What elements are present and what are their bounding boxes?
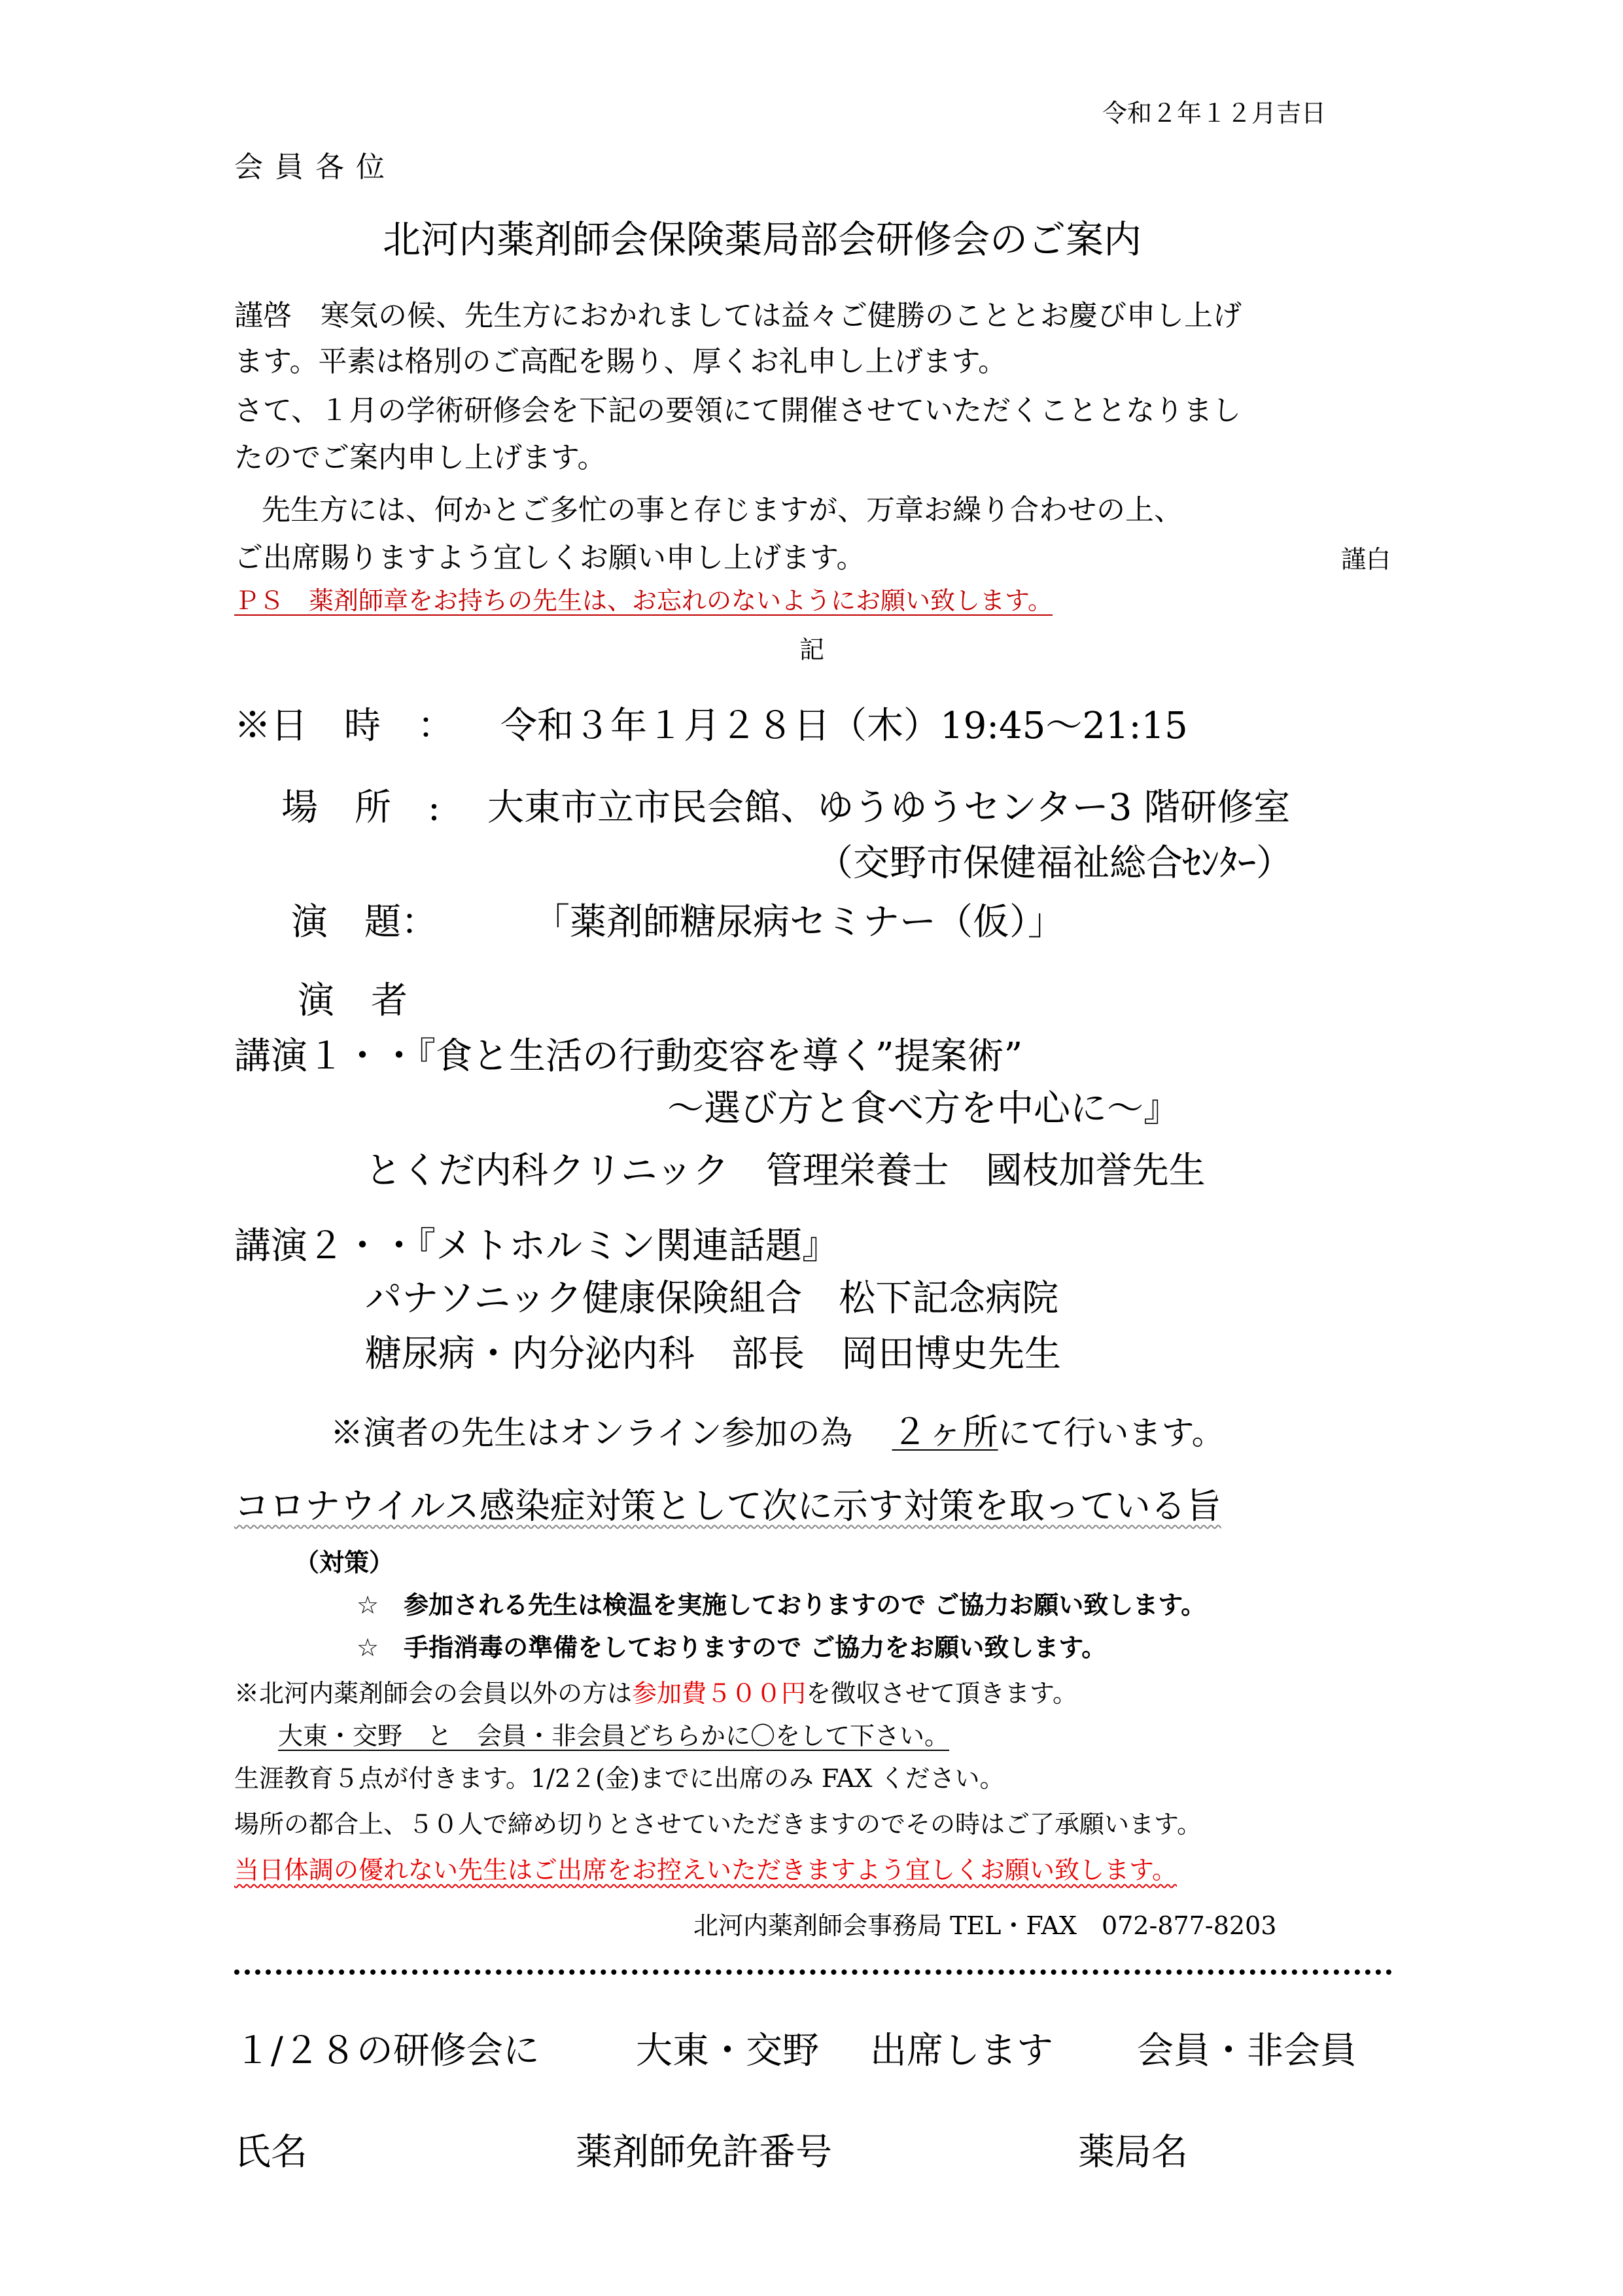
online-note-emphasis: ２ヶ所 — [892, 1411, 998, 1453]
fee-note-prefix: ※北河内薬剤師会の会員以外の方は — [234, 1679, 633, 1708]
form-license-label: 薬剤師免許番号 — [576, 2131, 832, 2174]
page-title: 北河内薬剤師会保険薬局部会研修会のご案内 — [383, 217, 1142, 262]
date-label: ※日 時 ： — [234, 705, 454, 747]
online-note-suffix: にて行います。 — [998, 1414, 1225, 1452]
date-value: 令和３年１月２８日（木）19:45～21:15 — [500, 705, 1188, 747]
ki-marker: 記 — [799, 635, 825, 664]
greeting-line-5: 先生方には、何かとご多忙の事と存じますが、万章お繰り合わせの上、 — [262, 493, 1183, 527]
limit-note: 場所の都合上、５０人で締め切りとさせていただきますのでその時はご了承願います。 — [234, 1810, 1202, 1839]
contact-info: 北河内薬剤師会事務局 TEL・FAX 072-877-8203 — [693, 1911, 1277, 1940]
topic-label: 演 題： — [291, 901, 438, 944]
lecture1-subtitle: ～選び方と食べ方を中心に～』 — [667, 1087, 1180, 1130]
corona-item-2: ☆ 手指消毒の準備をしておりますので ご協力をお願い致します。 — [357, 1633, 1107, 1662]
fee-note — [234, 1678, 1077, 1710]
lecture1-speaker: とくだ内科クリニック 管理栄養士 國枝加誉先生 — [365, 1150, 1206, 1192]
closing-word: 謹白 — [1341, 545, 1391, 574]
form-pharmacy-label: 薬局名 — [1078, 2131, 1188, 2174]
lecture1-title: 講演１・・『食と生活の行動変容を導く”提案術” — [234, 1035, 1023, 1078]
addressee: 会員各位 — [234, 150, 396, 184]
place-sub: （交野市保健福祉総合ｾﾝﾀｰ） — [816, 842, 1293, 885]
topic-value: 「薬剤師糖尿病セミナー（仮）」 — [533, 901, 1064, 944]
form-area-options: 大東・交野 — [636, 2030, 819, 2072]
corona-heading: コロナウイルス感染症対策として次に示す対策を取っている旨 — [234, 1485, 1221, 1527]
greeting-line-4: たのでご案内申し上げます。 — [234, 441, 606, 474]
issue-date: 令和２年１２月吉日 — [1102, 99, 1327, 128]
online-note — [330, 1410, 1225, 1455]
form-attend-prefix: １/２８の研修会に — [234, 2030, 540, 2072]
place-value: 大東市立市民会館、ゆうゆうセンター3 階研修室 — [487, 786, 1291, 829]
speakers-label: 演 者 — [298, 980, 408, 1022]
form-name-label: 氏名 — [234, 2131, 307, 2174]
greeting-line-6: ご出席賜りますよう宜しくお願い申し上げます。 — [234, 541, 865, 574]
lecture2-speaker-name: 糖尿病・内分泌内科 部長 岡田博史先生 — [365, 1333, 1061, 1375]
fee-note-emphasis: 参加費５００円 — [632, 1679, 807, 1708]
lecture2-title: 講演２・・『メトホルミン関連話題』 — [234, 1225, 839, 1267]
online-note-prefix: ※演者の先生はオンライン参加の為 — [330, 1414, 853, 1452]
lecture2-speaker-org: パナソニック健康保険組合 松下記念病院 — [365, 1277, 1059, 1320]
cut-line — [234, 1969, 1392, 1975]
form-member-options: 会員・非会員 — [1137, 2030, 1357, 2072]
corona-label: （対策） — [294, 1548, 394, 1577]
form-attend: 出席します — [870, 2030, 1053, 2072]
corona-item-1: ☆ 参加される先生は検温を実施しておりますので ご協力お願い致します。 — [357, 1591, 1206, 1619]
greeting-line-2: ます。平素は格別のご高配を賜り、厚くお礼申し上げます。 — [234, 345, 1007, 378]
greeting-line-3: さて、１月の学術研修会を下記の要領にて開催させていただくこととなりまし — [234, 394, 1242, 427]
greeting-line-1: 謹啓 寒気の候、先生方におかれましては益々ご健勝のこととお慶び申し上げ — [234, 299, 1242, 332]
circle-instruction: 大東・交野 と 会員・非会員どちらかに〇をして下さい。 — [278, 1722, 950, 1750]
credit-note: 生涯教育５点が付きます。1/2２(金)までに出席のみ FAX ください。 — [234, 1764, 1005, 1793]
health-note: 当日体調の優れない先生はご出席をお控えいただきますよう宜しくお願い致します。 — [234, 1856, 1177, 1884]
place-label: 場 所 : — [281, 786, 440, 829]
ps-note: ＰＳ 薬剤師章をお持ちの先生は、お忘れのないようにお願い致します。 — [234, 586, 1053, 615]
fee-note-suffix: を徴収させて頂きます。 — [806, 1679, 1077, 1708]
